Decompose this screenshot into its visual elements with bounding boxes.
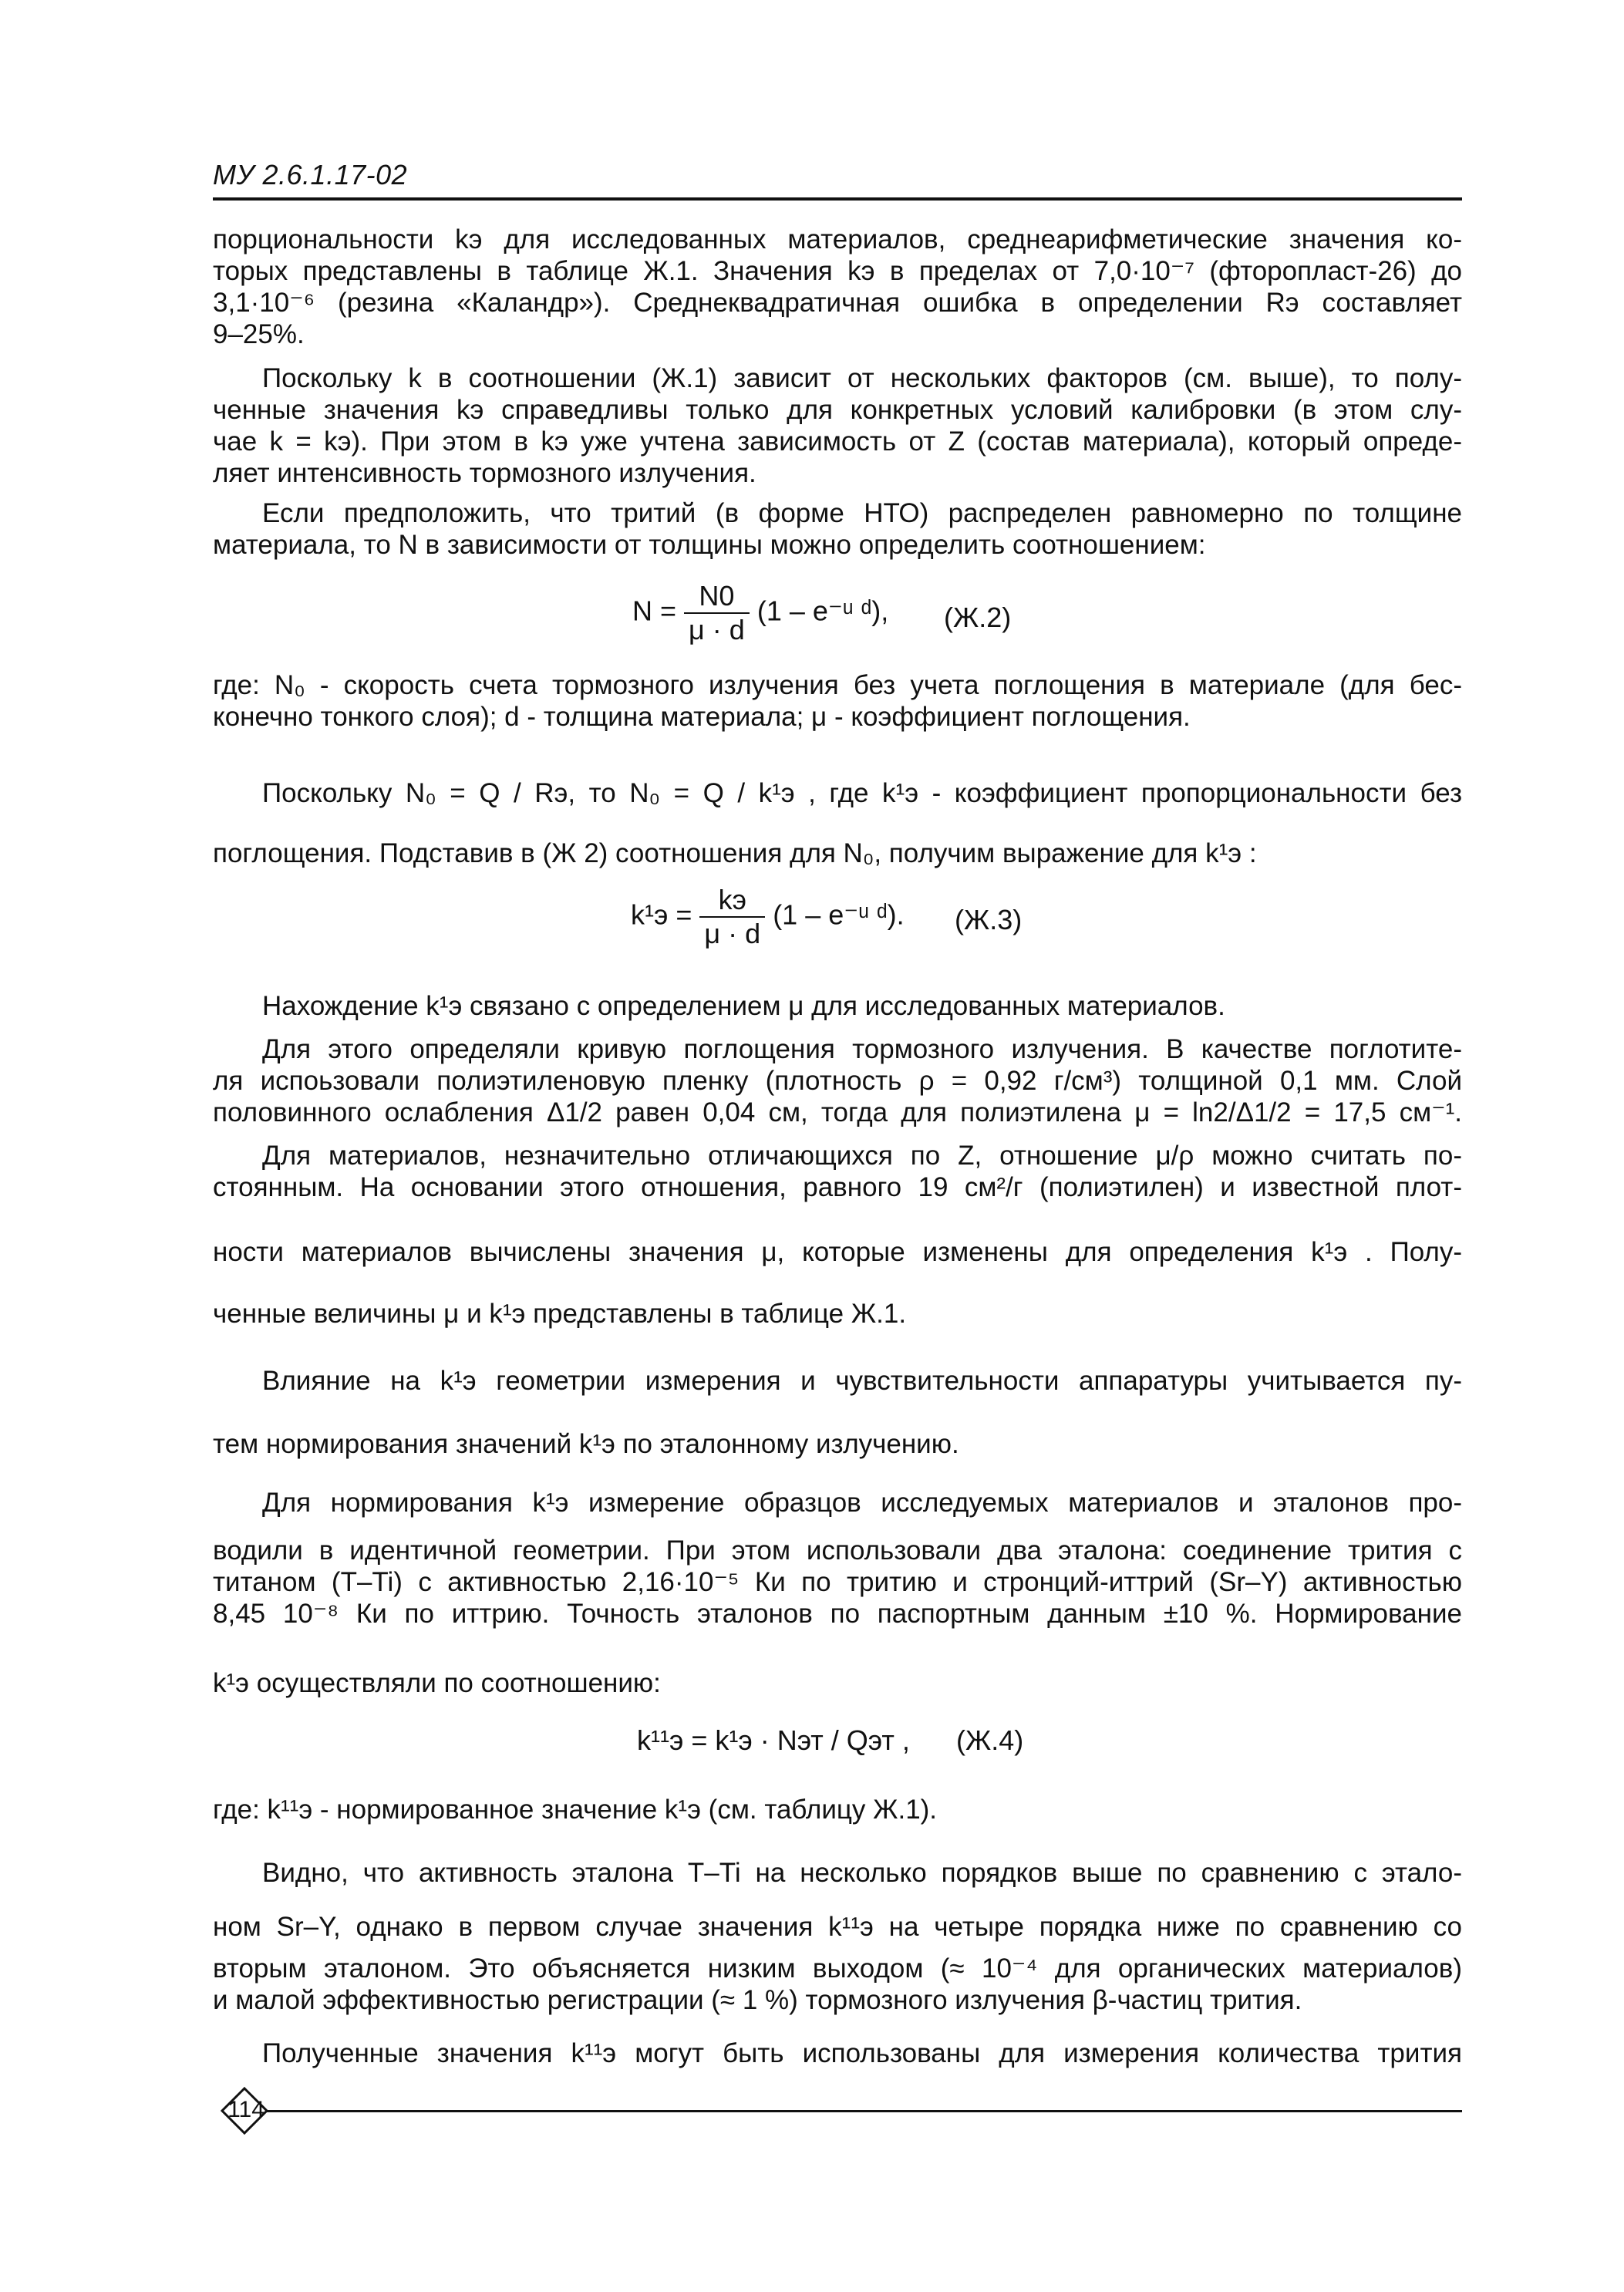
text-line: где: k¹¹э - нормированное значение k¹э (см. таблицу Ж.1). (213, 1795, 938, 1825)
equation-zh3 (631, 884, 905, 950)
text-line: ченные величины μ и k¹э представлены в таблице Ж.1. (213, 1299, 907, 1329)
text-line: Поскольку k в соотношении (Ж.1) зависит от нескольких факторов (см. выше), то полу- (262, 363, 1462, 393)
paragraph-10-continued (213, 1535, 1462, 1630)
paragraph-8 (213, 1140, 1462, 1203)
paragraph-5 (213, 763, 1462, 884)
document-code: МУ 2.6.1.17-02 (213, 159, 408, 190)
text-line: Для нормирования k¹э измерение образцов исследуемых материалов и эталонов про- (262, 1488, 1462, 1518)
page-number: 114 (227, 2097, 264, 2122)
text-line: порциональности kэ для исследованных материалов, среднеарифметические значения ко- (213, 224, 1462, 254)
header-rule (213, 197, 1462, 201)
text-line: половинного ослабления Δ1/2 равен 0,04 см, тогда для полиэтилена μ = ln2/Δ1/2 = 17,5 см⁻¹. (213, 1097, 1462, 1127)
text-line: стоянным. На основании этого отношения, равного 19 см²/г (полиэтилен) и известной плот- (213, 1172, 1462, 1202)
eq3-fraction (699, 884, 765, 950)
text-line: чае k = kэ). При этом в kэ уже учтена зависимость от Z (состав материала), который опреде- (213, 426, 1462, 457)
eq2-denominator: μ · d (689, 614, 745, 645)
text-line: водили в идентичной геометрии. При этом использовали два эталона: соединение трития с (213, 1535, 1462, 1566)
text-line: Нахождение k¹э связано с определением μ для исследованных материалов. (262, 991, 1225, 1021)
text-line: Влияние на k¹э геометрии измерения и чувствительности аппаратуры учитывается пу- (262, 1366, 1462, 1396)
text-line: титаном (T–Ti) с активностью 2,16·10⁻⁵ Ки по тритию и стронций-иттрий (Sr–Y) активностью (213, 1567, 1462, 1597)
equation-number-zh4: (Ж.4) (956, 1724, 1024, 1756)
paragraph-2 (213, 362, 1462, 489)
text-line: ляет интенсивность тормозного излучения. (213, 458, 756, 488)
text-line: 3,1·10⁻⁶ (резина «Каландр»). Среднеквадратичная ошибка в определении Rэ составляет (213, 288, 1462, 318)
text-line: Поскольку N₀ = Q / Rэ, то N₀ = Q / k¹э , где k¹э - коэффициент пропорциональности без (262, 778, 1462, 808)
text-line: Полученные значения k¹¹э могут быть использованы для измерения количества трития (262, 2038, 1462, 2068)
equation-number-zh3: (Ж.3) (955, 904, 1023, 935)
text-line: где: N₀ - скорость счета тормозного излучения без учета поглощения в материале (для бес- (213, 670, 1462, 700)
paragraph-12 (213, 1846, 1462, 1954)
text-line: торых представлены в таблице Ж.1. Значения kэ в пределах от 7,0·10⁻⁷ (фторопласт-26) до (213, 256, 1462, 286)
eq2-numerator: N0 (684, 580, 750, 614)
equation-zh2 (632, 580, 888, 646)
paragraph-1 (213, 224, 1462, 350)
text-line: материала, то N в зависимости от толщины можно определить соотношением: (213, 530, 1206, 560)
text-line: Видно, что активность эталона T–Ti на несколько порядков выше по сравнению с этало- (262, 1858, 1462, 1888)
paragraph-13 (213, 2038, 1462, 2069)
text-line: 8,45 10⁻⁸ Ки по иттрию. Точность эталонов по паспортным данным ±10 %. Нормирование (213, 1599, 1462, 1629)
paragraph-10 (213, 1487, 1462, 1518)
eq3-rhs: (1 – e⁻ᵘ ᵈ). (773, 898, 905, 931)
paragraph-7 (213, 1033, 1462, 1128)
equation-zh4: k¹¹э = k¹э · Nэт / Qэт , (637, 1724, 910, 1756)
paragraph-11 (213, 1794, 1462, 1825)
eq3-lhs: k¹э = (631, 898, 692, 931)
paragraph-3 (213, 497, 1462, 561)
paragraph-12-continued (213, 1953, 1462, 2016)
text-line: Для материалов, незначительно отличающихся по Z, отношение μ/ρ можно считать по- (262, 1141, 1462, 1171)
paragraph-4 (213, 669, 1462, 733)
text-line: тем нормирования значений k¹э по эталонному излучению. (213, 1429, 959, 1459)
text-line: Для этого определяли кривую поглощения тормозного излучения. В качестве поглотите- (262, 1034, 1462, 1064)
text-line: и малой эффективностью регистрации (≈ 1 %) тормозного излучения β-частиц трития. (213, 1985, 1302, 2015)
eq2-fraction (684, 580, 750, 646)
text-line: Если предположить, что тритий (в форме НТО) распределен равномерно по толщине (262, 498, 1462, 528)
paragraph-9 (213, 1350, 1462, 1476)
text-line: 9–25%. (213, 319, 305, 349)
paragraph-6 (213, 990, 1462, 1022)
footer-rule (267, 2110, 1462, 2112)
eq3-denominator: μ · d (704, 918, 761, 949)
text-line: конечно тонкого слоя); d - толщина материала; μ - коэффициент поглощения. (213, 702, 1191, 732)
text-line: поглощения. Подставив в (Ж 2) соотношения для N₀, получим выражение для k¹э : (213, 838, 1257, 868)
eq2-lhs: N = (632, 595, 677, 627)
text-line: ля испоьзовали полиэтиленовую пленку (плотность ρ = 0,92 г/см³) толщиной 0,1 мм. Слой (213, 1066, 1462, 1096)
eq3-numerator: kэ (699, 884, 765, 918)
paragraph-10-end (213, 1667, 1462, 1699)
text-line: ченные значения kэ справедливы только для конкретных условий калибровки (в этом слу- (213, 395, 1462, 425)
text-line: ном Sr–Y, однако в первом случае значения k¹¹э на четыре порядка ниже по сравнению со (213, 1912, 1462, 1942)
equation-number-zh2: (Ж.2) (944, 602, 1012, 633)
text-line: вторым эталоном. Это объясняется низким выходом (≈ 10⁻⁴ для органических материалов) (213, 1953, 1462, 1984)
text-line: ности материалов вычислены значения μ, которые изменены для определения k¹э . Полу- (213, 1237, 1462, 1267)
paragraph-8-continued (213, 1222, 1462, 1345)
text-line: k¹э осуществляли по соотношению: (213, 1668, 661, 1698)
eq2-rhs: (1 – e⁻ᵘ ᵈ), (756, 595, 889, 627)
